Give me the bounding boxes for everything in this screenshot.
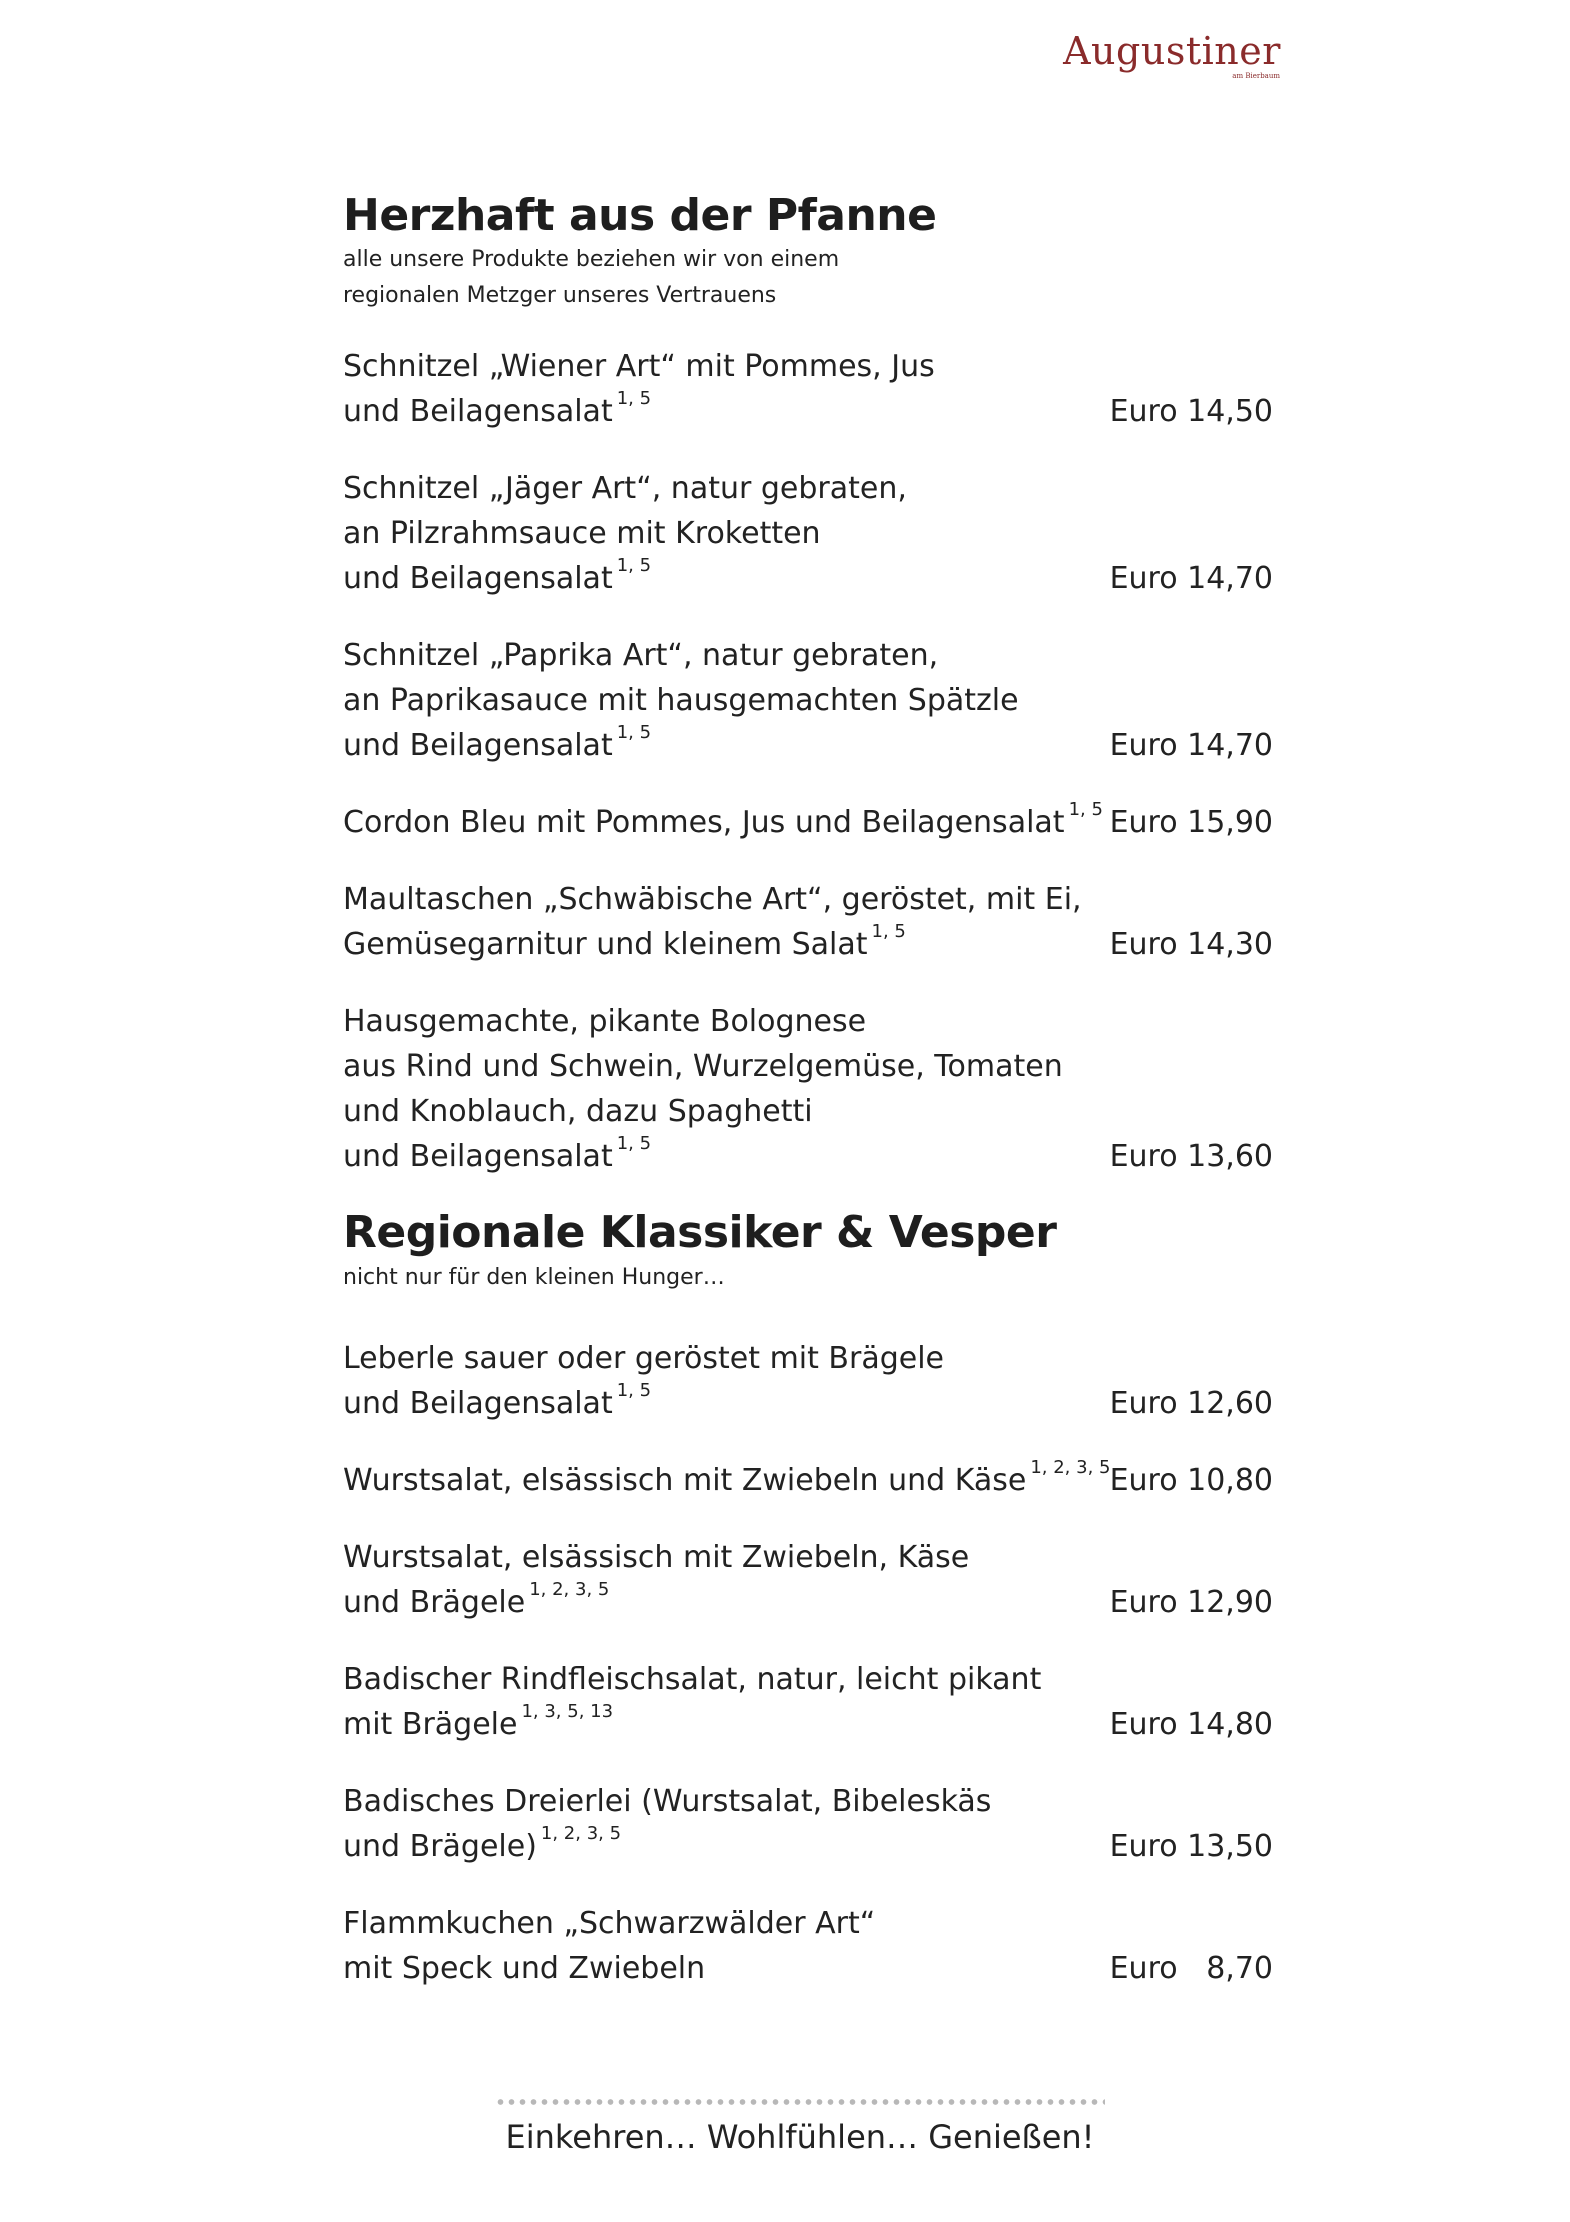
dish-line: und Beilagensalat [343, 561, 613, 597]
menu-item [343, 999, 1273, 1179]
dish-price: Euro 14,50 [1109, 394, 1273, 430]
dish-line-last [343, 1458, 1123, 1503]
dish-line: und Knoblauch, dazu Spaghetti [343, 1094, 813, 1130]
dish-line: Wurstsalat, elsässisch mit Zwiebeln, Käse [343, 1539, 970, 1575]
dish-price: Euro 14,80 [1109, 1706, 1273, 1742]
allergen-codes: 1, 5 [1068, 799, 1103, 821]
menu-content [343, 192, 1273, 1991]
dish-price: Euro 10,80 [1109, 1462, 1273, 1498]
dish-line: mit Speck und Zwiebeln [343, 1950, 706, 1986]
dish-line: Wurstsalat, elsässisch mit Zwiebeln und Käse [343, 1462, 1027, 1498]
allergen-codes: 1, 5 [616, 722, 652, 744]
dish-line-last [343, 800, 1123, 845]
dish-price: Euro 13,50 [1109, 1828, 1273, 1864]
dish-line-last [343, 1702, 1123, 1747]
allergen-codes: 1, 5 [616, 1133, 652, 1155]
dish-line-last [343, 1134, 1123, 1179]
dish-line: Badischer Rindfleischsalat, natur, leicht pikant [343, 1661, 1042, 1697]
dish-line: Schnitzel „Jäger Art“, natur gebraten, [343, 471, 907, 507]
menu-item [343, 800, 1273, 845]
dish-price: Euro 12,60 [1109, 1385, 1273, 1421]
section-subtitle [343, 242, 1273, 314]
allergen-codes: 1, 2, 3, 5 [1030, 1456, 1111, 1478]
menu-section [343, 192, 1273, 1179]
dish-line: und Beilagensalat [343, 394, 613, 430]
menu-item [343, 1458, 1273, 1503]
menu-section [343, 1209, 1273, 1990]
dish-price: Euro 12,90 [1109, 1584, 1273, 1620]
dish-line: an Pilzrahmsauce mit Kroketten [343, 516, 821, 552]
dish-line: Leberle sauer oder geröstet mit Brägele [343, 1340, 945, 1376]
allergen-codes: 1, 2, 3, 5 [540, 1822, 622, 1844]
restaurant-logo [1062, 29, 1282, 80]
menu-item [343, 1657, 1273, 1747]
dotted-divider [495, 2098, 1105, 2106]
section-subtitle-line: alle unsere Produkte beziehen wir von einem [343, 247, 840, 273]
dish-line: an Paprikasauce mit hausgemachten Spätzle [343, 683, 1019, 719]
menu-item [343, 877, 1273, 967]
section-subtitle-line: regionalen Metzger unseres Vertrauens [343, 283, 777, 309]
allergen-codes: 1, 5 [616, 388, 652, 410]
dish-line-last [343, 556, 1123, 601]
dish-line: und Brägele [343, 1584, 526, 1620]
menu-item [343, 1336, 1273, 1426]
dish-line: Flammkuchen „Schwarzwälder Art“ [343, 1905, 876, 1941]
dish-line-last [343, 1580, 1123, 1625]
footer-slogan: Einkehren… Wohlfühlen… Genießen! [505, 2118, 1095, 2156]
dish-line-last [343, 1381, 1123, 1426]
section-subtitle-line: nicht nur für den kleinen Hunger… [343, 1264, 725, 1290]
allergen-codes: 1, 3, 5, 13 [521, 1700, 614, 1722]
dish-line-last [343, 922, 1123, 967]
dish-line-last [343, 723, 1123, 768]
dish-price: Euro 15,90 [1109, 805, 1273, 841]
dish-line: aus Rind und Schwein, Wurzelgemüse, Tomaten [343, 1049, 1063, 1085]
dish-price: Euro 14,30 [1109, 927, 1273, 963]
menu-item [343, 1535, 1273, 1625]
allergen-codes: 1, 5 [616, 555, 652, 577]
dish-line: und Brägele) [343, 1828, 537, 1864]
menu-item [343, 344, 1273, 434]
dish-line: Schnitzel „Paprika Art“, natur gebraten, [343, 638, 939, 674]
dish-line: mit Brägele [343, 1706, 518, 1742]
dish-line: Badisches Dreierlei (Wurstsalat, Bibeleskäs [343, 1783, 992, 1819]
menu-item [343, 466, 1273, 601]
dish-line: Maultaschen „Schwäbische Art“, geröstet, mit Ei, [343, 882, 1082, 918]
dish-line: und Beilagensalat [343, 728, 613, 764]
logo-subtext: am Bierbaum [1232, 72, 1280, 80]
logo-wordmark: Augustiner [1063, 29, 1281, 73]
dish-line: und Beilagensalat [343, 1385, 613, 1421]
dish-price: Euro 13,60 [1109, 1139, 1273, 1175]
dish-line: Cordon Bleu mit Pommes, Jus und Beilagensalat [343, 805, 1065, 841]
allergen-codes: 1, 2, 3, 5 [529, 1578, 610, 1600]
dish-line-last [343, 1946, 1123, 1991]
dish-line-last [343, 1824, 1123, 1869]
dish-price: Euro 8,70 [1109, 1950, 1273, 1986]
section-title: Regionale Klassiker & Vesper [343, 1207, 1057, 1259]
section-title: Herzhaft aus der Pfanne [343, 190, 937, 241]
dish-line: Hausgemachte, pikante Bolognese [343, 1004, 867, 1040]
dish-price: Euro 14,70 [1109, 728, 1273, 764]
dish-line-last [343, 389, 1123, 434]
dish-line: und Beilagensalat [343, 1139, 613, 1175]
menu-item [343, 633, 1273, 768]
section-subtitle [343, 1260, 1273, 1296]
allergen-codes: 1, 5 [871, 921, 906, 943]
dish-line: Gemüsegarnitur und kleinem Salat [343, 927, 868, 963]
dish-price: Euro 14,70 [1109, 561, 1273, 597]
allergen-codes: 1, 5 [616, 1379, 652, 1401]
menu-item [343, 1901, 1273, 1991]
dish-line: Schnitzel „Wiener Art“ mit Pommes, Jus [343, 349, 935, 385]
menu-item [343, 1779, 1273, 1869]
